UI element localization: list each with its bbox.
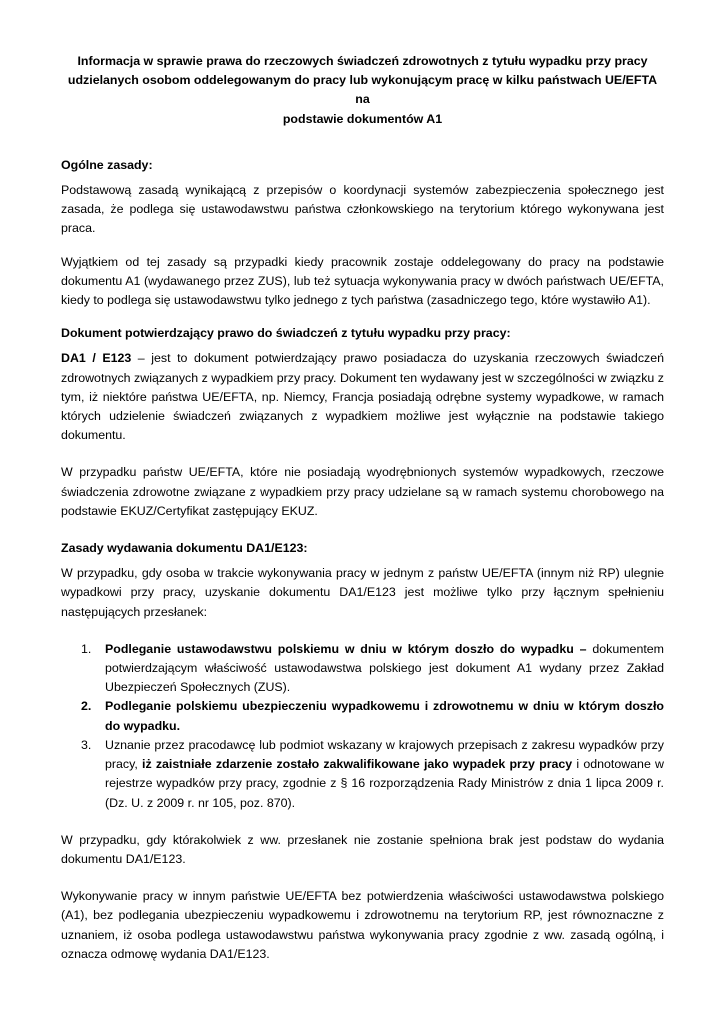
condition-3-pre: Uznanie przez pracodawcę lub podmiot wskazany w krajowych przepisach z zakresu wypadków przy pracy, [105, 737, 664, 772]
paragraph-basic-rule: Podstawową zasadą wynikającą z przepisów o koordynacji systemów zabezpieczenia społecznego jest zasada, że podlega się ustawodawstwu państwa członkowskiego na terytorium którego wykonywana jest praca. [61, 183, 664, 236]
conditions-list [61, 640, 664, 813]
list-item-condition-2 [61, 697, 664, 735]
paragraph-ekuz: W przypadku państw UE/EFTA, które nie posiadają wyodrębnionych systemów wypadkowych, rzeczowe świadczenia zdrowotne związane z wypadkiem przy pracy udzielane są w ramach systemu chorobowego na podstawie EKUZ/Certyfikat zastępujący EKUZ. [61, 465, 664, 518]
section-heading-document: Dokument potwierdzający prawo do świadczeń z tytułu wypadku przy pracy: [61, 326, 511, 341]
list-item-condition-3 [61, 736, 664, 813]
paragraph-no-basis: W przypadku, gdy którakolwiek z ww. przesłanek nie zostanie spełniona brak jest podstaw do wydania dokumentu DA1/E123. [61, 832, 664, 866]
condition-3-text: i odnotowane w rejestrze wypadków przy pracy, zgodnie z § 16 rozporządzenia Rady Ministrów z dnia 1 lipca 2009 r. (Dz. U. z 2009 r. nr 105, poz. 870). [105, 757, 664, 810]
list-item-condition-1 [61, 640, 664, 698]
paragraph-conditions-intro: W przypadku, gdy osoba w trakcie wykonywania pracy w jednym z państw UE/EFTA (innym niż RP) ulegnie wypadkowi przy pracy, uzyskanie dokumentu DA1/E123 jest możliwe tylko przy łącznym spełnieniu następujących przesłanek: [61, 566, 664, 619]
list-number: 3. [81, 737, 92, 752]
paragraph-refusal: Wykonywanie pracy w innym państwie UE/EFTA bez potwierdzenia właściwości ustawodawstwa polskiego (A1), bez podlegania ubezpieczeniu wypadkowemu i zdrowotnemu na terytorium RP, jest równoznaczne z uznaniem, iż osoba podlega ustawodawstwu państwa wykonywania pracy zgodnie z ww. zasadą ogólną, i oznacza odmowę wydania DA1/E123. [61, 889, 664, 961]
list-number: 1. [81, 641, 92, 656]
condition-1-text: dokumentem potwierdzającym właściwość ustawodawstwa polskiego jest dokument A1 wydany przez Zakład Ubezpieczeń Społecznych (ZUS). [105, 641, 664, 695]
title-line-2: udzielanych osobom oddelegowanym do pracy lub wykonującym pracę w kilku państwach UE/EFTA na [67, 73, 658, 107]
title-line-1: Informacja w sprawie prawa do rzeczowych świadczeń zdrowotnych z tytułu wypadku przy pracy [77, 54, 648, 68]
paragraph-exception: Wyjątkiem od tej zasady są przypadki kiedy pracownik zostaje oddelegowany do pracy na podstawie dokumentu A1 (wydawanego przez ZUS), lub też sytuacja wykonywania pracy w dwóch państwach UE/EFTA, kiedy to podlega się ustawodawstwu tylko jednego z tych państwa (zasadniczego tego, które wystawiło A1). [61, 254, 664, 308]
da1-description: – jest to dokument potwierdzający prawo posiadacza do uzyskania rzeczowych świadczeń zdrowotnych związanych z wypadkiem przy pracy. Dokument ten wydawany jest w szczególności w związku z tym, iż niektóre państwa UE/EFTA, np. Niemcy, Francja posiadają odrębne systemy wypadkowe, w ramach których udzielenie świadczeń związanych z wypadkiem możliwe jest wyłącznie na podstawie takiego dokumentu. [61, 351, 664, 443]
title-line-3: podstawie dokumentów A1 [282, 111, 443, 126]
paragraph-da1-definition [61, 349, 664, 445]
document-title [61, 52, 664, 129]
list-number: 2. [81, 699, 92, 714]
da1-term: DA1 / E123 [61, 351, 132, 366]
section-heading-general-rules: Ogólne zasady: [61, 157, 153, 172]
condition-3-bold: iż zaistniałe zdarzenie zostało zakwalifikowane jako wypadek przy pracy [142, 757, 573, 772]
section-heading-issuing-rules: Zasady wydawania dokumentu DA1/E123: [61, 541, 308, 556]
condition-2-bold: Podleganie polskiemu ubezpieczeniu wypadkowemu i zdrowotnemu w dniu w którym doszło do wypadku. [105, 699, 664, 733]
condition-1-bold: Podleganie ustawodawstwu polskiemu w dniu w którym doszło do wypadku – [105, 641, 587, 656]
